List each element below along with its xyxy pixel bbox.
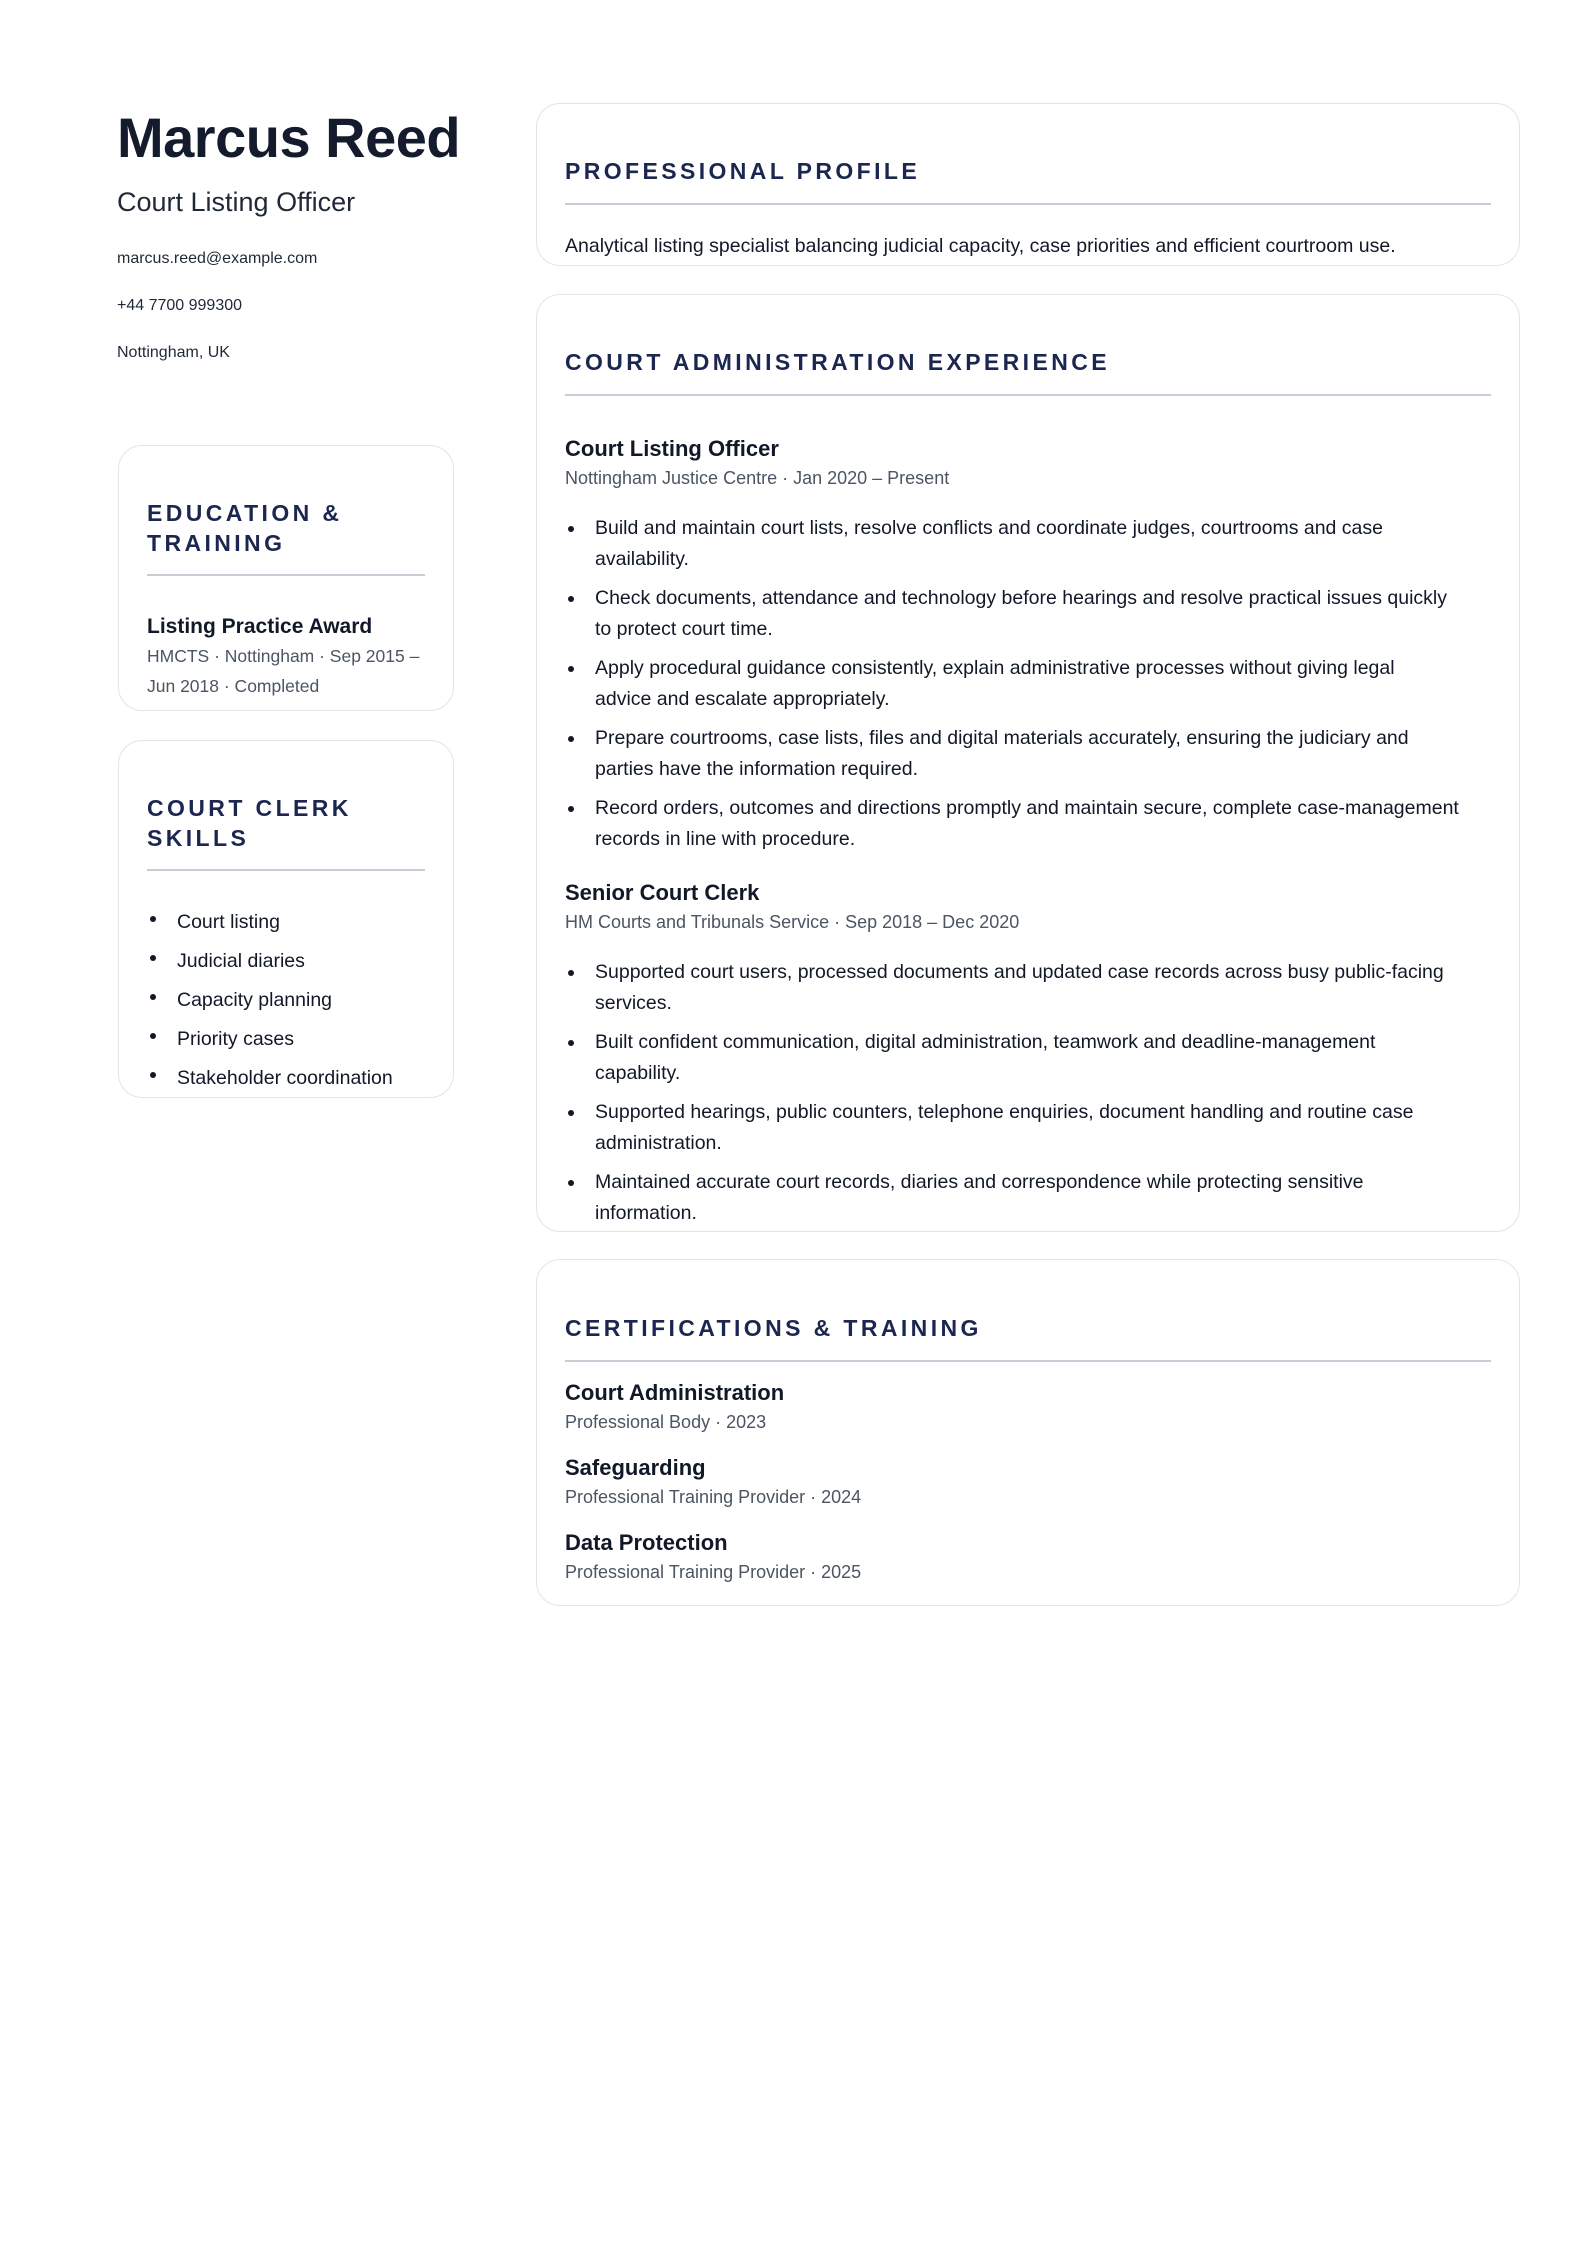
education-meta — [147, 641, 425, 701]
job-bullet-line: to protect court time. — [595, 617, 773, 640]
skill-item: Priority cases — [147, 1020, 425, 1059]
job-meta: HM Courts and Tribunals Service · Sep 2018 – Dec 2020 — [565, 912, 1020, 932]
job-bullet-line: advice and escalate appropriately. — [595, 687, 890, 710]
skills-heading-line: COURT CLERK — [147, 795, 352, 821]
job-bullet-line: Record orders, outcomes and directions promptly and maintain secure, complete case-management — [595, 797, 1459, 819]
candidate-role: Court Listing Officer — [117, 187, 356, 217]
job-bullet — [565, 957, 1491, 1018]
skill-item: Capacity planning — [147, 981, 425, 1020]
skill-item: Court listing — [147, 903, 425, 942]
job-bullet-line: Built confident communication, digital administration, teamwork and deadline-management — [595, 1031, 1376, 1053]
certification-meta: Professional Body · 2023 — [565, 1412, 767, 1432]
job-bullets — [565, 957, 1491, 1228]
skill-item: Stakeholder coordination — [147, 1059, 425, 1098]
job-bullet-line: Check documents, attendance and technology before hearings and resolve practical issues quickly — [595, 587, 1448, 609]
job-bullet-line: records in line with procedure. — [595, 827, 856, 850]
job-bullet — [565, 513, 1491, 574]
certifications-heading: CERTIFICATIONS & TRAINING — [565, 1315, 982, 1341]
job-bullet — [565, 583, 1491, 644]
job-bullet-line: parties have the information required. — [595, 757, 919, 780]
sidebar — [117, 105, 461, 390]
education-meta-line: HMCTS · Nottingham · Sep 2015 – — [147, 646, 420, 666]
skills-heading-line: SKILLS — [147, 825, 250, 851]
education-heading-line: EDUCATION & — [147, 500, 343, 526]
contact-location: Nottingham, UK — [117, 344, 230, 361]
certification-entry — [565, 1529, 1491, 1587]
job-bullet — [565, 1097, 1491, 1158]
job-title: Court Listing Officer — [565, 436, 779, 461]
job-bullet-line: services. — [595, 991, 672, 1014]
job-bullet — [565, 1027, 1491, 1088]
education-divider — [147, 574, 425, 576]
education-meta-line: Jun 2018 · Completed — [147, 676, 320, 696]
job-bullet — [565, 723, 1491, 784]
job-bullet-line: capability. — [595, 1061, 681, 1084]
job-bullets — [565, 513, 1491, 854]
certification-title: Safeguarding — [565, 1455, 706, 1480]
job-entry — [565, 879, 1491, 1228]
job-bullet-line: Maintained accurate court records, diaries and correspondence while protecting sensitive — [595, 1171, 1364, 1193]
certification-entry — [565, 1454, 1491, 1512]
certification-meta: Professional Training Provider · 2025 — [565, 1562, 862, 1582]
certification-title: Data Protection — [565, 1530, 728, 1555]
certifications-divider — [565, 1360, 1491, 1362]
profile-card — [536, 103, 1520, 266]
skills-heading — [147, 793, 425, 853]
experience-divider — [565, 394, 1491, 396]
job-title: Senior Court Clerk — [565, 880, 760, 905]
education-heading-line: TRAINING — [147, 530, 286, 556]
job-bullet-line: Apply procedural guidance consistently, explain administrative processes without giving legal — [595, 657, 1395, 679]
contact-email: marcus.reed@example.com — [117, 250, 318, 267]
job-bullet — [565, 793, 1491, 854]
skills-card — [118, 740, 454, 1098]
education-card — [118, 445, 454, 711]
job-bullet — [565, 653, 1491, 714]
job-meta: Nottingham Justice Centre · Jan 2020 – Present — [565, 468, 950, 488]
profile-summary: Analytical listing specialist balancing judicial capacity, case priorities and efficient courtroom use. — [565, 235, 1396, 257]
certification-meta: Professional Training Provider · 2024 — [565, 1487, 862, 1507]
skills-list — [147, 903, 425, 1098]
profile-divider — [565, 203, 1491, 205]
job-bullet-line: Prepare courtrooms, case lists, files and digital materials accurately, ensuring the judiciary and — [595, 727, 1409, 749]
certification-title: Court Administration — [565, 1380, 785, 1405]
contact-phone: +44 7700 999300 — [117, 297, 243, 314]
education-heading — [147, 498, 425, 558]
certification-entry — [565, 1379, 1491, 1437]
skill-item: Judicial diaries — [147, 942, 425, 981]
job-bullet-line: availability. — [595, 547, 689, 570]
experience-card — [536, 294, 1520, 1232]
job-bullet-line: Supported court users, processed documents and updated case records across busy public-facing — [595, 961, 1444, 983]
skills-divider — [147, 869, 425, 871]
job-bullet-line: administration. — [595, 1131, 722, 1154]
job-entry — [565, 435, 1491, 854]
job-bullet-line: information. — [595, 1201, 697, 1224]
candidate-name: Marcus Reed — [117, 106, 461, 169]
job-bullet-line: Supported hearings, public counters, telephone enquiries, document handling and routine case — [595, 1101, 1414, 1123]
job-bullet — [565, 1167, 1491, 1228]
education-title: Listing Practice Award — [147, 615, 373, 638]
job-bullet-line: Build and maintain court lists, resolve conflicts and coordinate judges, courtrooms and case — [595, 517, 1383, 539]
experience-heading: COURT ADMINISTRATION EXPERIENCE — [565, 349, 1110, 375]
certifications-card — [536, 1259, 1520, 1606]
profile-heading: PROFESSIONAL PROFILE — [565, 158, 921, 184]
